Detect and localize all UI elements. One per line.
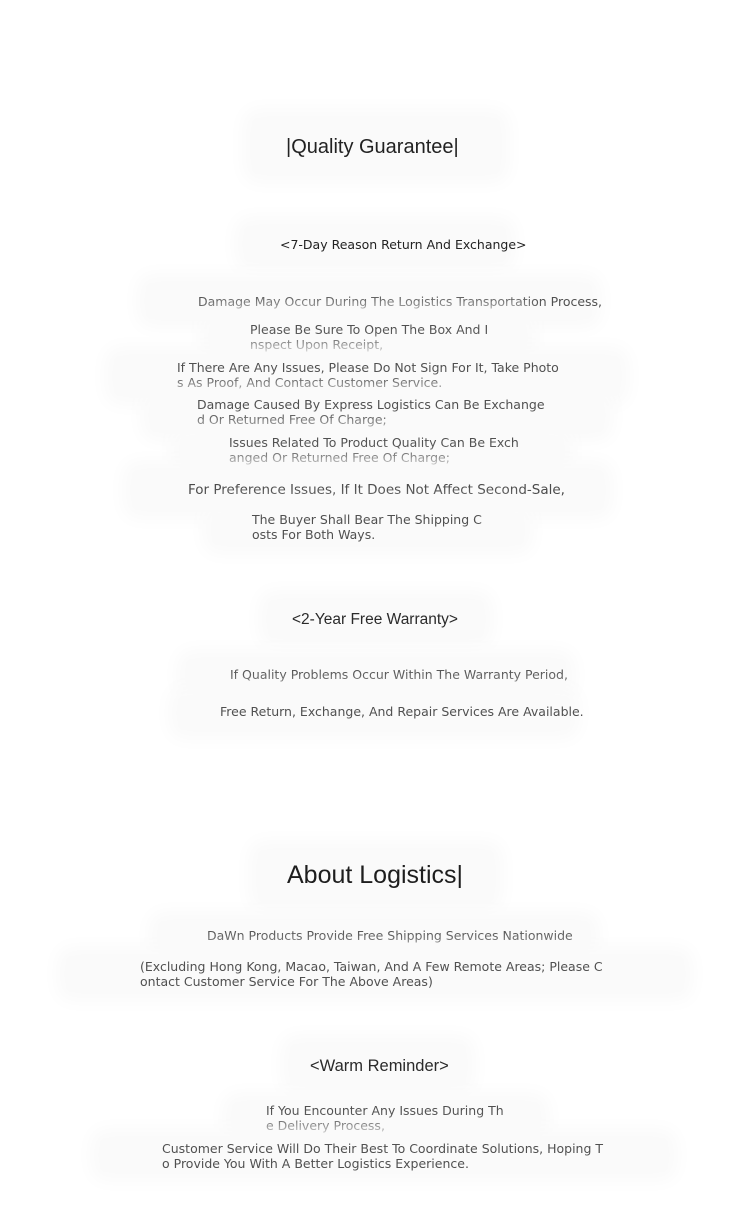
logistics-line-2: (Excluding Hong Kong, Macao, Taiwan, And A Few Remote Areas; Please Contact Customer Service For The Above Areas) xyxy=(140,959,603,989)
reminder-line-2: Customer Service Will Do Their Best To Coordinate Solutions, Hoping To Provide You With A Better Logistics Experience. xyxy=(162,1141,604,1171)
quality-line-7: The Buyer Shall Bear The Shipping Costs For Both Ways. xyxy=(252,512,482,542)
quality-line-3: If There Are Any Issues, Please Do Not Sign For It, Take Photos As Proof, And Contact Customer Service. xyxy=(177,360,559,390)
quality-line-6: For Preference Issues, If It Does Not Affect Second-Sale, xyxy=(188,482,565,498)
warranty-line-1: If Quality Problems Occur Within The Warranty Period, xyxy=(230,667,568,682)
quality-line-5: Issues Related To Product Quality Can Be Exchanged Or Returned Free Of Charge; xyxy=(229,435,519,465)
about-logistics-title: About Logistics| xyxy=(287,861,464,889)
warm-reminder-title: <Warm Reminder> xyxy=(310,1057,449,1075)
quality-line-1: Damage May Occur During The Logistics Transportation Process, xyxy=(198,294,603,309)
reminder-line-1: If You Encounter Any Issues During The Delivery Process, xyxy=(266,1103,504,1133)
logistics-line-1: DaWn Products Provide Free Shipping Services Nationwide xyxy=(207,928,573,943)
return-exchange-title: <7-Day Reason Return And Exchange> xyxy=(280,237,527,252)
quality-line-4: Damage Caused By Express Logistics Can Be Exchanged Or Returned Free Of Charge; xyxy=(197,397,545,427)
warranty-line-2: Free Return, Exchange, And Repair Services Are Available. xyxy=(220,704,584,719)
quality-line-2: Please Be Sure To Open The Box And Inspect Upon Receipt, xyxy=(250,322,489,352)
quality-guarantee-title: |Quality Guarantee| xyxy=(286,136,459,158)
warranty-title: <2-Year Free Warranty> xyxy=(292,611,458,628)
